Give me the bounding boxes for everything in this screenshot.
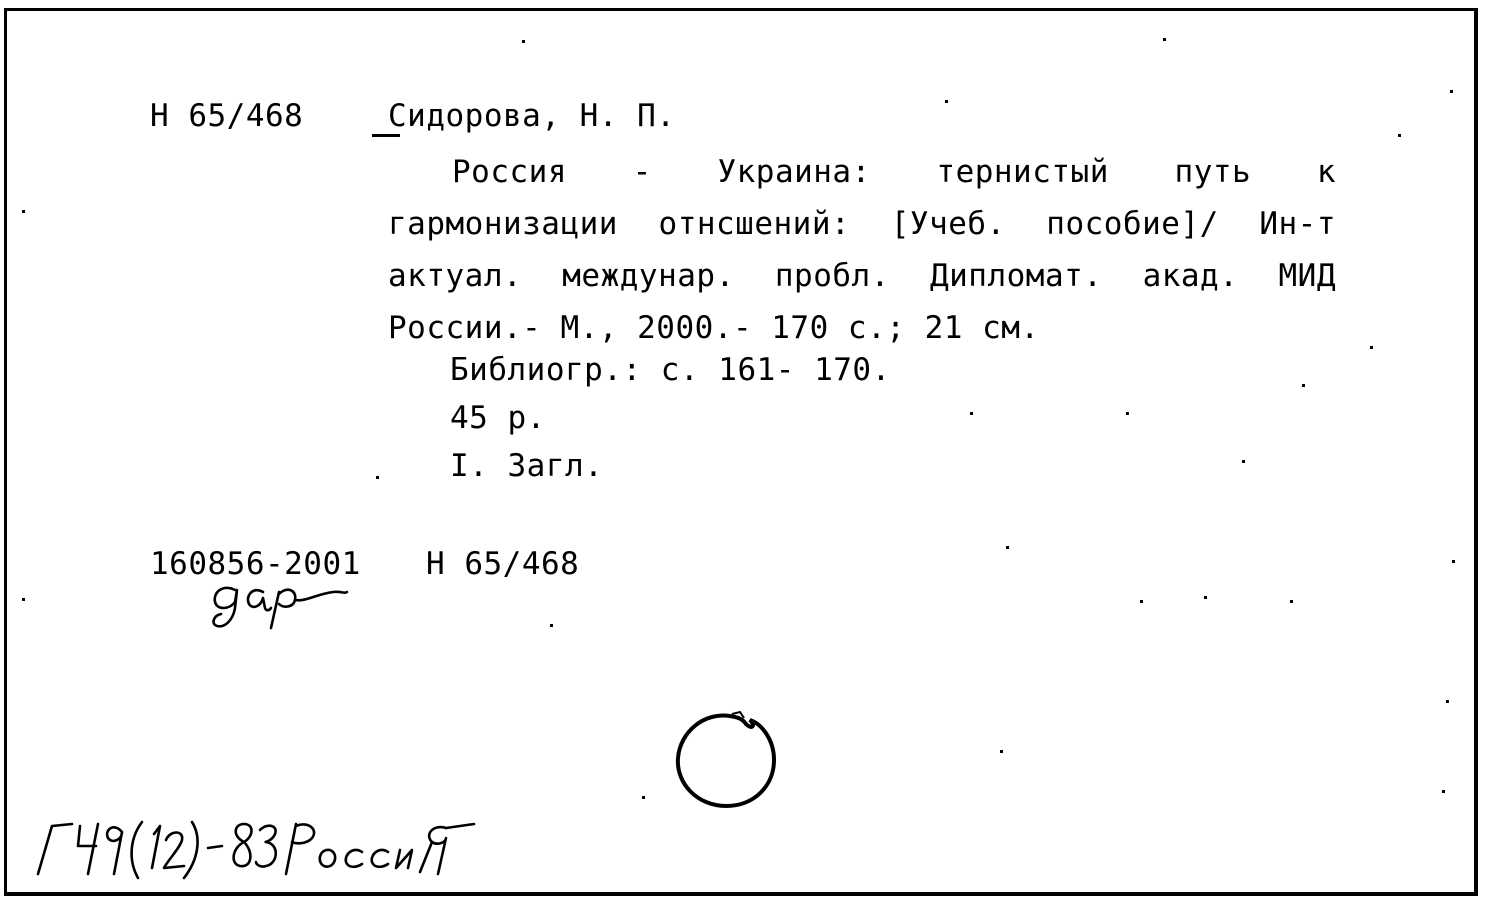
scan-speck [1290, 600, 1293, 603]
scan-speck [1302, 384, 1305, 387]
scan-speck [1398, 134, 1401, 137]
bibliography-note: Библиогр.: с. 161- 170. [450, 352, 891, 388]
author-heading: Сидорова, Н. П. [388, 98, 676, 134]
scan-speck [1446, 700, 1449, 703]
scan-speck [945, 100, 948, 103]
scan-speck [376, 476, 379, 479]
scan-speck [1000, 750, 1003, 753]
scan-speck [1204, 596, 1207, 599]
title-description: Россия - Украина: тернистый путь к гармонизации отнсшений: [Учеб. пособие]/ Ин-т актуал. междунар. пробл. Дипломат. акад. МИД России.- М., 2000.- 170 с.; 21 см. [388, 154, 1336, 346]
scan-speck [1242, 460, 1245, 463]
scan-speck [970, 412, 973, 415]
card-hole [670, 708, 782, 814]
scan-speck [1370, 346, 1373, 349]
handwritten-classification [34, 812, 514, 892]
scan-speck [1163, 38, 1166, 41]
scan-speck [1452, 560, 1455, 563]
scan-speck [1442, 790, 1445, 793]
accession-number: 160856-2001 [150, 546, 361, 582]
price: 45 р. [450, 400, 546, 436]
scan-speck [22, 598, 25, 601]
author-underline [372, 134, 400, 137]
call-number-top: Н 65/468 [150, 98, 304, 134]
scan-speck [522, 40, 525, 43]
scan-speck [1140, 600, 1143, 603]
scan-speck [1450, 90, 1453, 93]
call-number-bottom: Н 65/468 [426, 546, 580, 582]
handwritten-provenance-note [205, 578, 355, 634]
scan-speck [1006, 546, 1009, 549]
scan-speck [550, 624, 553, 627]
scan-speck [1126, 412, 1129, 415]
scan-speck [22, 210, 25, 213]
scan-speck [642, 796, 645, 799]
tracing: I. Загл. [450, 448, 604, 484]
